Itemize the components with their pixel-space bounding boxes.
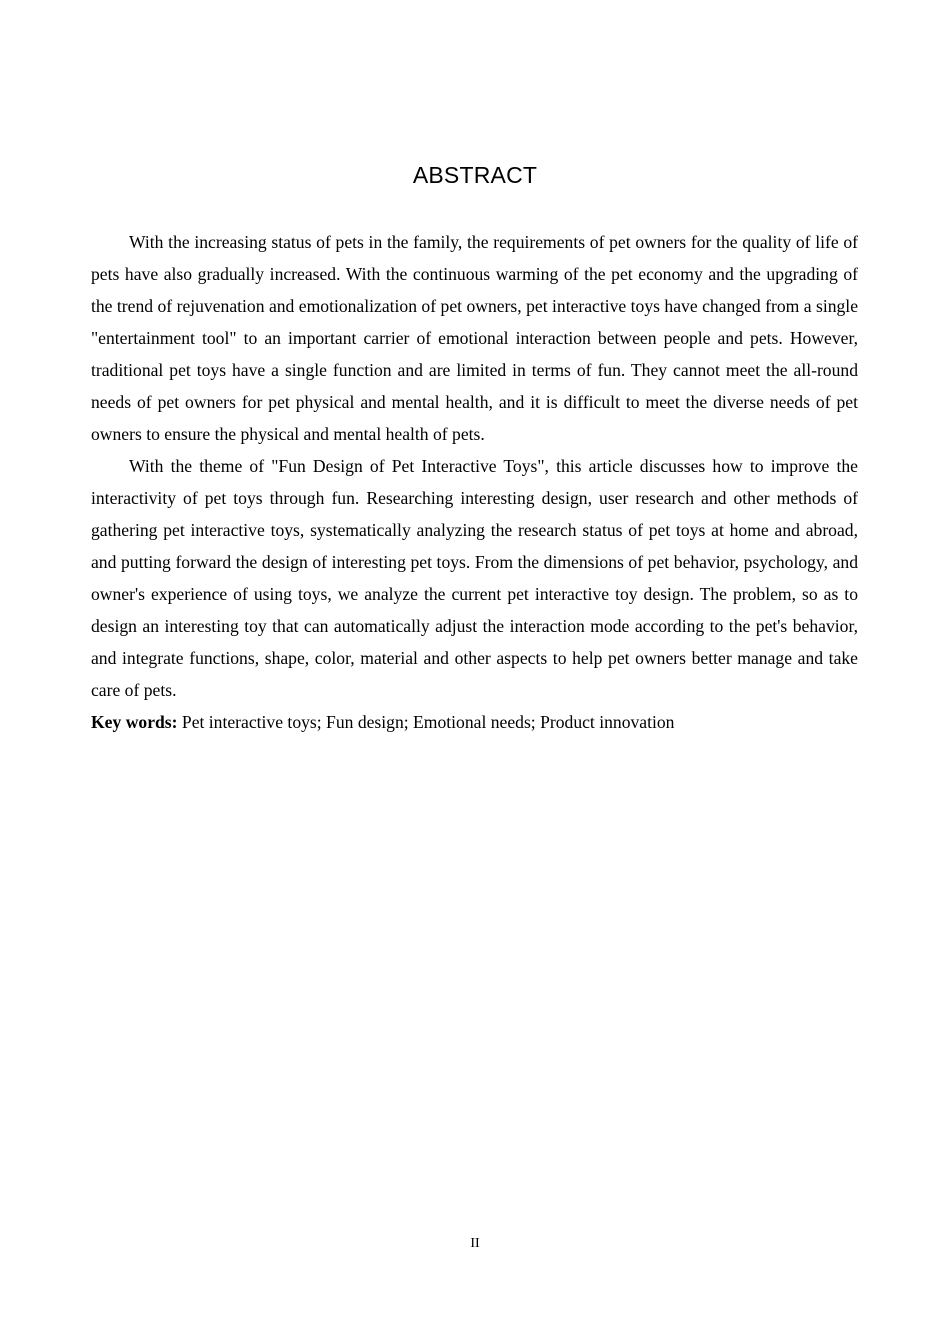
page-number: II [470, 1236, 480, 1251]
keywords-line [91, 706, 858, 738]
abstract-paragraph-2: With the theme of "Fun Design of Pet Interactive Toys", this article discusses how to improve the interactivity of pet toys through fun. Researching interesting design, user research and other methods of gathering pet interactive toys, systematically analyzing the research status of pet toys at home and abroad, and putting forward the design of interesting pet toys. From the dimensions of pet behavior, psychology, and owner's experience of using toys, we analyze the current pet interactive toy design. The problem, so as to design an interesting toy that can automatically adjust the interaction mode according to the pet's behavior, and integrate functions, shape, color, material and other aspects to help pet owners better manage and take care of pets. [91, 456, 858, 700]
abstract-paragraph-1: With the increasing status of pets in the family, the requirements of pet owners for the quality of life of pets have also gradually increased. With the continuous warming of the pet economy and the upgrading of the trend of rejuvenation and emotionalization of pet owners, pet interactive toys have changed from a single "entertainment tool" to an important carrier of emotional interaction between people and pets. However, traditional pet toys have a single function and are limited in terms of fun. They cannot meet the all-round needs of pet owners for pet physical and mental health, and it is difficult to meet the diverse needs of pet owners to ensure the physical and mental health of pets. [91, 232, 858, 444]
keywords-text: Pet interactive toys; Fun design; Emotional needs; Product innovation [181, 712, 675, 732]
abstract-body [91, 226, 858, 738]
abstract-title: ABSTRACT [412, 162, 538, 188]
keywords-label: Key words: [91, 712, 178, 732]
